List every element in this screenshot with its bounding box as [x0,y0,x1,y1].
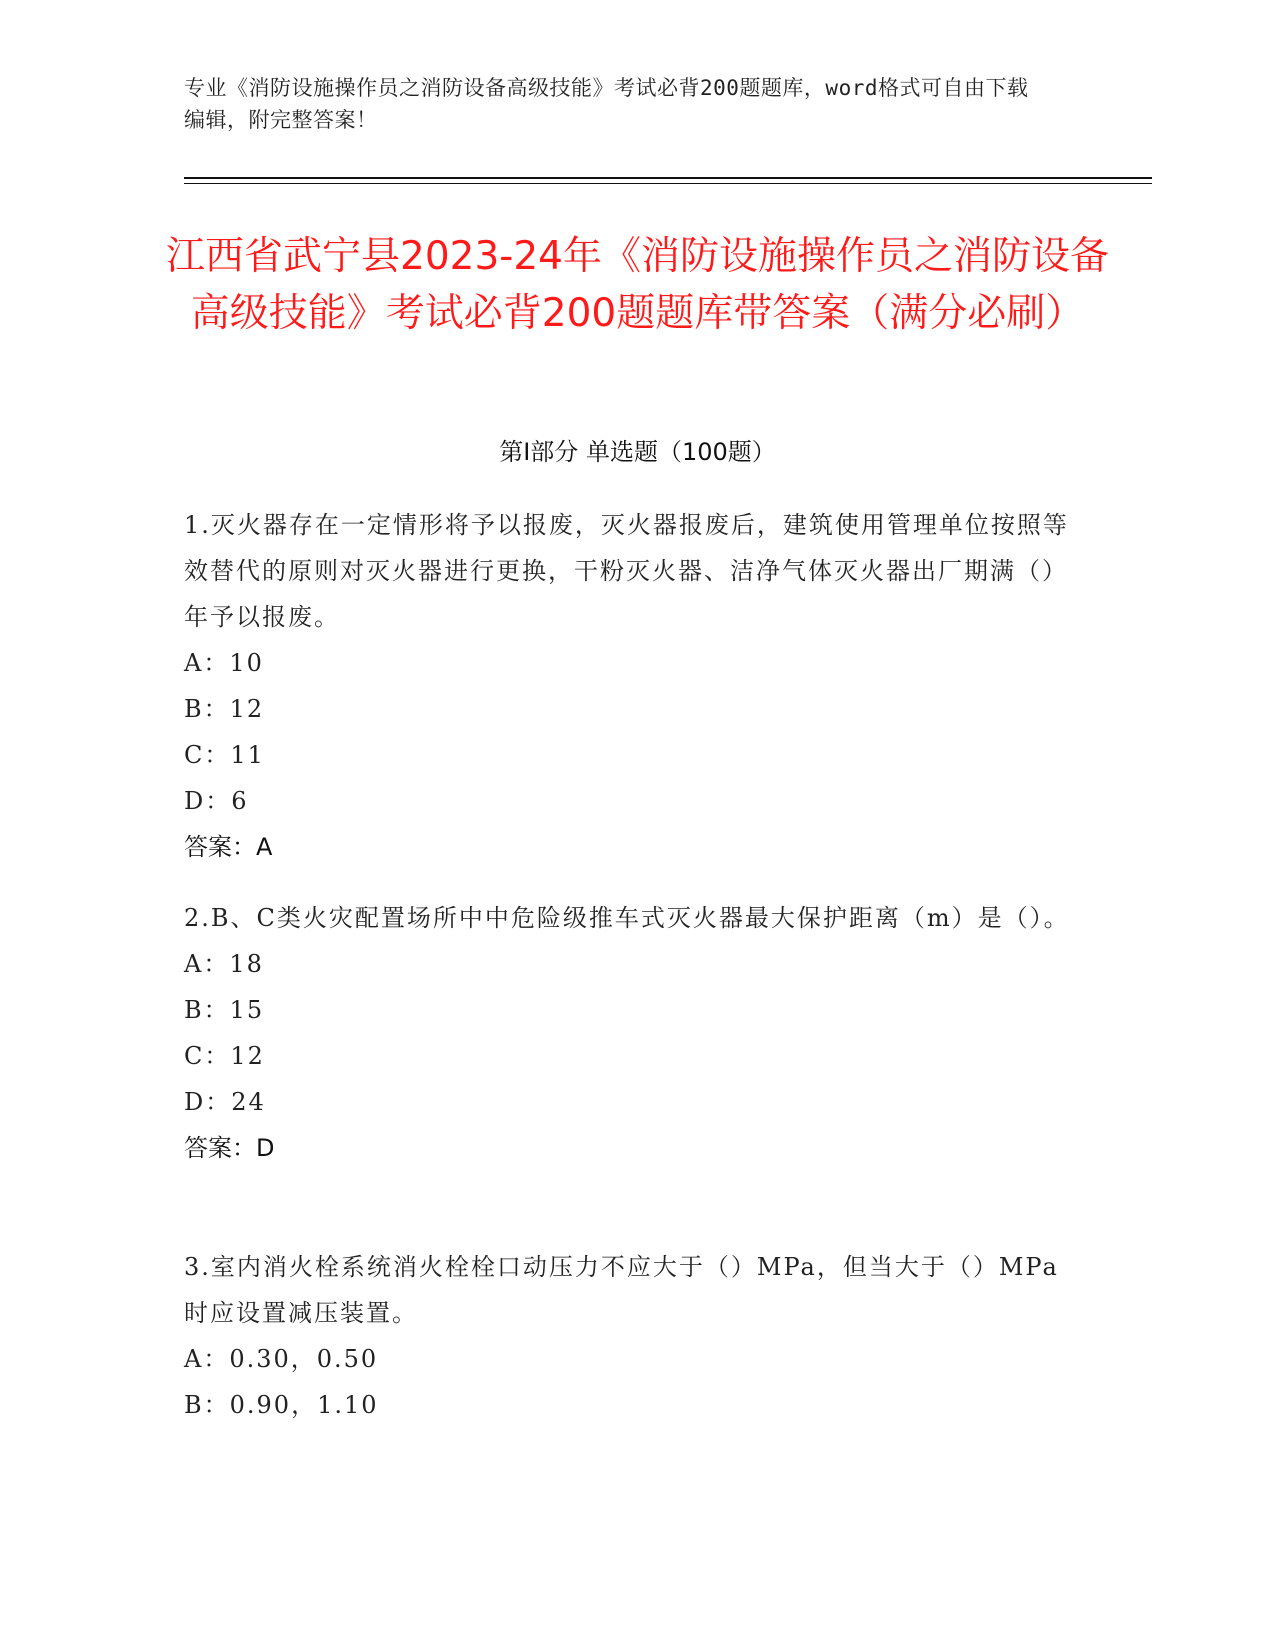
section-heading: 第Ⅰ部分 单选题（100题） [499,438,776,466]
question-3 [184,1244,1084,1428]
option-a: A：0.30，0.50 [184,1345,379,1373]
option-b: B：12 [184,695,265,723]
question-stem: 2.B、C类火灾配置场所中中危险级推车式灭火器最大保护距离（m）是（）。 [184,904,1070,932]
answer: 答案：A [184,833,273,861]
question-stem: 3.室内消火栓系统消火栓栓口动压力不应大于（）MPa，但当大于（）MPa时应设置减压装置。 [184,1253,1059,1327]
option-d: D：6 [184,787,249,815]
question-stem: 1.灭火器存在一定情形将予以报废，灭火器报废后，建筑使用管理单位按照等效替代的原则对灭火器进行更换，干粉灭火器、洁净气体灭火器出厂期满（）年予以报废。 [184,511,1069,631]
question-2 [184,895,1084,1171]
header-note: 专业《消防设施操作员之消防设备高级技能》考试必背200题题库，word格式可自由下载编辑，附完整答案！ [184,76,1029,132]
option-b: B：0.90，1.10 [184,1391,379,1419]
option-a: A：18 [184,950,264,978]
document-title: 江西省武宁县2023-24年《消防设施操作员之消防设备高级技能》考试必背200题题库带答案（满分必刷） [166,234,1109,336]
answer: 答案：D [184,1134,275,1162]
header-rule-thick [184,177,1152,179]
header-rule-thin [184,183,1152,184]
option-c: C：11 [184,741,265,769]
option-a: A：10 [184,649,264,677]
option-d: D：24 [184,1088,266,1116]
question-1 [184,502,1084,870]
option-b: B：15 [184,996,265,1024]
option-c: C：12 [184,1042,265,1070]
